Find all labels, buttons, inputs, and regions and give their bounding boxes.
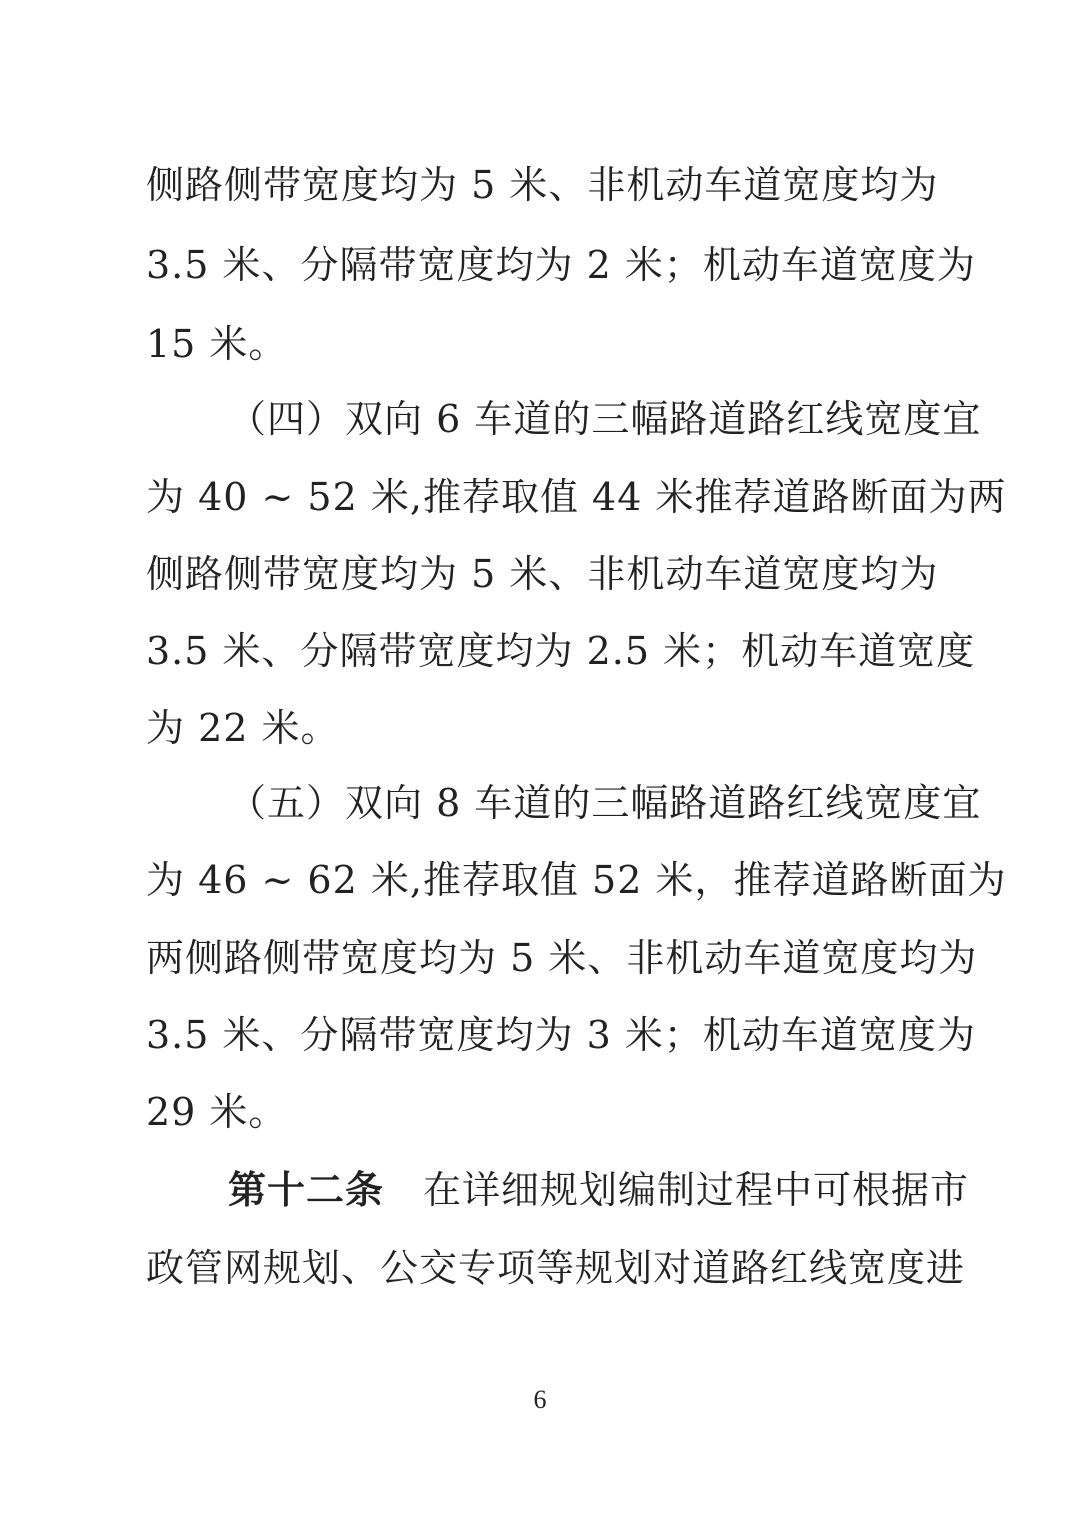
text-line: 两侧路侧带宽度均为 5 米、非机动车道宽度均为 bbox=[146, 936, 978, 980]
article-heading: 第十二条 bbox=[228, 1168, 385, 1212]
text-line: 15 米。 bbox=[146, 322, 288, 366]
text-line: 3.5 米、分隔带宽度均为 3 米；机动车道宽度为 bbox=[146, 1013, 976, 1057]
text-line: 为 46 ~ 62 米,推荐取值 52 米，推荐道路断面为 bbox=[146, 858, 1007, 902]
article-start-line bbox=[228, 1160, 970, 1220]
text-line: 29 米。 bbox=[146, 1090, 288, 1134]
text-line: 3.5 米、分隔带宽度均为 2.5 米；机动车道宽度 bbox=[146, 629, 976, 673]
text-line: 侧路侧带宽度均为 5 米、非机动车道宽度均为 bbox=[146, 552, 939, 596]
paragraph-start-line: （五）双向 8 车道的三幅路道路红线宽度宜 bbox=[228, 781, 982, 825]
text-line: 政管网规划、公交专项等规划对道路红线宽度进 bbox=[146, 1246, 966, 1290]
article-text: 在详细规划编制过程中可根据市 bbox=[423, 1168, 970, 1212]
text-line: 3.5 米、分隔带宽度均为 2 米；机动车道宽度为 bbox=[146, 243, 976, 287]
text-line: 为 40 ~ 52 米,推荐取值 44 米推荐道路断面为两 bbox=[146, 475, 1007, 519]
paragraph-start-line: （四）双向 6 车道的三幅路道路红线宽度宜 bbox=[228, 397, 982, 441]
text-line: 为 22 米。 bbox=[146, 706, 340, 750]
page-number: 6 bbox=[533, 1385, 547, 1414]
text-line: 侧路侧带宽度均为 5 米、非机动车道宽度均为 bbox=[146, 163, 939, 207]
